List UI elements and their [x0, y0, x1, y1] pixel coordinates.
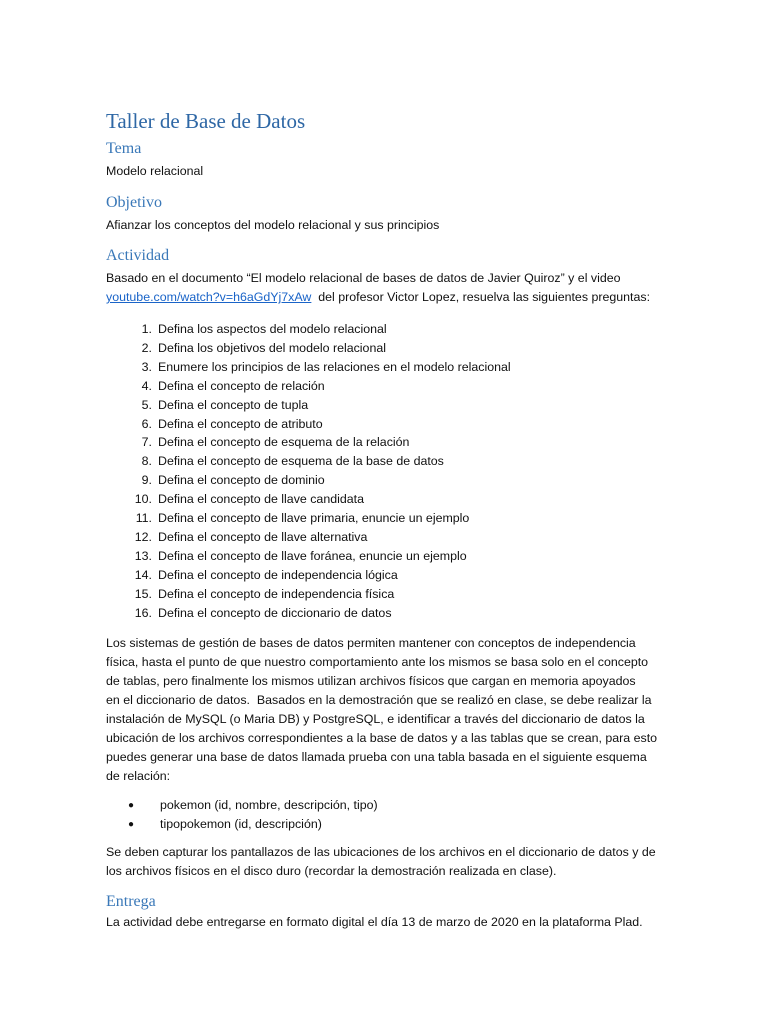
- question-text: Defina el concepto de dominio: [158, 473, 325, 488]
- question-number: 4.: [141, 378, 152, 393]
- actividad-intro-line2: del profesor Victor Lopez, resuelva las siguientes preguntas:: [311, 290, 651, 304]
- question-number: 14.: [134, 567, 152, 582]
- question-text: Enumere los principios de las relaciones en el modelo relacional: [158, 359, 511, 374]
- entrega-heading: Entrega: [106, 892, 156, 910]
- paragraph-line: física, hasta el punto de que nuestro comportamiento ante los mismos se basa solo en el concepto: [106, 654, 649, 669]
- video-link[interactable]: youtube.com/watch?v=h6aGdYj7xAw: [106, 290, 312, 304]
- question-item: [106, 490, 666, 509]
- document-title: Taller de Base de Datos: [106, 109, 306, 133]
- objetivo-heading: Objetivo: [106, 194, 162, 211]
- question-text: Defina el concepto de llave foránea, enuncie un ejemplo: [158, 548, 467, 563]
- question-item: [106, 585, 666, 604]
- question-number: 12.: [134, 529, 152, 544]
- question-text: Defina el concepto de independencia física: [158, 586, 395, 601]
- question-item: [106, 396, 666, 415]
- question-number: 9.: [141, 473, 152, 488]
- question-text: Defina los aspectos del modelo relacional: [158, 322, 387, 336]
- actividad-intro-line1: Basado en el documento “El modelo relacional de bases de datos de Javier Quiroz” y el video: [106, 271, 621, 285]
- question-number: 2.: [141, 340, 152, 355]
- bullet-icon: ●: [128, 799, 135, 811]
- capture-paragraph: [106, 843, 666, 881]
- question-text: Defina el concepto de llave primaria, enuncie un ejemplo: [158, 511, 470, 526]
- paragraph-line: de tablas, pero finalmente los mismos utilizan archivos físicos que cargan en memoria apoyados: [106, 673, 636, 688]
- question-text: Defina el concepto de tupla: [158, 397, 309, 412]
- question-number: 8.: [141, 454, 152, 469]
- question-number: 13.: [134, 548, 152, 563]
- question-item: [106, 433, 666, 452]
- question-item: [106, 471, 666, 490]
- question-number: 11.: [135, 511, 152, 526]
- question-number: 3.: [141, 359, 152, 374]
- question-text: Defina el concepto de llave candidata: [158, 492, 364, 507]
- question-number: 16.: [134, 605, 152, 620]
- question-item: [106, 509, 666, 528]
- questions-list: [106, 320, 666, 623]
- schema-list: [106, 796, 666, 834]
- schema-item: [106, 796, 666, 815]
- question-text: Defina el concepto de independencia lógica: [158, 567, 398, 582]
- capture-line: los archivos físicos en el disco duro (recordar la demostración realizada en clase).: [106, 863, 557, 878]
- paragraph-line: puedes generar una base de datos llamada prueba con una tabla basada en el siguiente esquema: [106, 749, 647, 764]
- schema-item-text: pokemon (id, nombre, descripción, tipo): [160, 797, 378, 812]
- question-item: [106, 452, 666, 471]
- actividad-intro: [106, 269, 666, 307]
- question-text: Defina el concepto de esquema de la relación: [158, 435, 410, 450]
- question-item: [106, 566, 666, 585]
- paragraph-line: en el diccionario de datos. Basados en la demostración que se realizó en clase, se debe realizar la: [106, 692, 652, 707]
- paragraph-line: de relación:: [106, 768, 171, 783]
- paragraph-line: ubicación de los archivos correspondientes a la base de datos y a las tablas que se crean, para esto: [106, 730, 658, 745]
- bullet-icon: ●: [128, 818, 135, 830]
- question-item: [106, 604, 666, 623]
- document-page: [106, 108, 666, 932]
- question-text: Defina el concepto de llave alternativa: [158, 529, 368, 544]
- tema-heading: Tema: [106, 140, 142, 157]
- paragraph-line: Los sistemas de gestión de bases de datos permiten mantener con conceptos de independencia: [106, 635, 636, 650]
- question-number: 6.: [141, 416, 152, 431]
- question-text: Defina el concepto de relación: [158, 378, 325, 393]
- question-item: [106, 320, 666, 339]
- actividad-paragraph: [106, 634, 666, 786]
- question-item: [106, 528, 666, 547]
- question-number: 15.: [134, 586, 152, 601]
- question-item: [106, 547, 666, 566]
- question-text: Defina el concepto de diccionario de datos: [158, 605, 392, 620]
- question-item: [106, 339, 666, 358]
- question-text: Defina los objetivos del modelo relacional: [158, 340, 386, 355]
- paragraph-line: instalación de MySQL (o Maria DB) y PostgreSQL, e identificar a través del diccionario de datos la: [106, 711, 645, 726]
- schema-item: [106, 815, 666, 834]
- question-number: 1.: [141, 322, 152, 336]
- question-item: [106, 377, 666, 396]
- tema-body: Modelo relacional: [106, 164, 204, 178]
- entrega-body: La actividad debe entregarse en formato digital el día 13 de marzo de 2020 en la plataforma Plad.: [106, 914, 643, 929]
- question-text: Defina el concepto de esquema de la base de datos: [158, 454, 444, 469]
- actividad-heading: Actividad: [106, 247, 170, 264]
- question-text: Defina el concepto de atributo: [158, 416, 323, 431]
- capture-line: Se deben capturar los pantallazos de las ubicaciones de los archivos en el diccionario de datos y de: [106, 844, 656, 859]
- question-item: [106, 415, 666, 434]
- question-number: 5.: [141, 397, 152, 412]
- question-number: 10.: [134, 492, 152, 507]
- objetivo-body: Afianzar los conceptos del modelo relacional y sus principios: [106, 218, 440, 232]
- question-number: 7.: [141, 435, 152, 450]
- question-item: [106, 358, 666, 377]
- schema-item-text: tipopokemon (id, descripción): [160, 816, 322, 831]
